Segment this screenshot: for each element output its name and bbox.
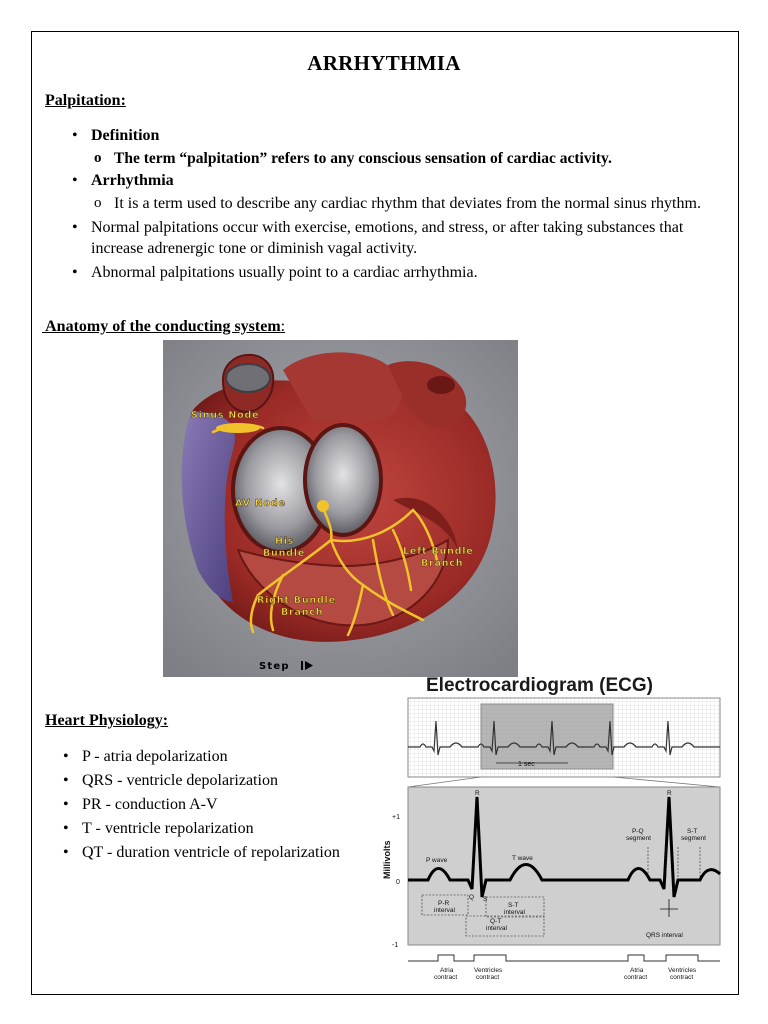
list-item: • P - atria depolarization [54, 745, 384, 769]
pq-segment-label-2: segment [626, 835, 651, 842]
st-interval-label-1: S-T [508, 902, 519, 909]
definition-text: o The term “palpitation” refers to any conscious sensation of cardiac activity. [91, 148, 728, 169]
ecg-title: Electrocardiogram (ECG) [426, 675, 653, 696]
arrhythmia-text: o It is a term used to describe any cardiac rhythm that deviates from the normal sinus rhythm. [91, 193, 728, 214]
q-label: Q [469, 894, 475, 901]
palpitation-heading: Palpitation: [45, 92, 126, 109]
list-item: • PR - conduction A-V [54, 793, 384, 817]
one-sec-label: 1 sec [518, 761, 535, 768]
anatomy-heading-text: Anatomy of the conducting system [42, 318, 281, 335]
left-bundle-label-1: Left Bundle [403, 546, 474, 557]
pq-segment-label-1: P-Q [632, 828, 644, 835]
ventricles-contract-label-3: Ventricles [668, 967, 697, 974]
ventricles-contract-label-1: Ventricles [474, 967, 503, 974]
sinus-node-label: Sinus Node [191, 410, 260, 421]
list-item: • T - ventricle repolarization [54, 817, 384, 841]
palpitation-list [63, 125, 728, 283]
atria-contract-label-1: Atria [440, 967, 454, 974]
pr-interval-label-1: P-R [438, 900, 450, 907]
anatomy-heading [42, 318, 285, 336]
list-item: • QT - duration ventricle of repolarization [54, 841, 384, 865]
heart-conduction-image [163, 340, 518, 677]
anatomy-heading-colon: : [280, 318, 286, 335]
t-wave-label: T wave [512, 855, 533, 862]
atria-contract-label-3: Atria [630, 967, 644, 974]
qt-interval-label-2: interval [486, 925, 507, 932]
y-axis-label: Millivolts [382, 840, 392, 879]
qrs-interval-label: QRS interval [646, 932, 683, 939]
s-label: S [483, 896, 488, 903]
ventricles-contract-label-4: contract [670, 974, 694, 981]
atria-contract-label-2: contract [434, 974, 458, 981]
qt-interval-label-1: Q-T [490, 918, 502, 925]
page-title: ARRHYTHMIA [307, 51, 461, 75]
ventricles-contract-label-2: contract [476, 974, 500, 981]
list-item [63, 125, 728, 169]
right-bundle-label-1: Right Bundle [257, 595, 336, 606]
r-peak-label-2: R [667, 790, 672, 797]
physiology-heading: Heart Physiology: [45, 712, 169, 729]
y-axis-top: +1 [392, 814, 400, 821]
ecg-diagram [378, 669, 730, 991]
normal-palpitations-item: • Normal palpitations occur with exercise, emotions, and stress, or after taking substances that increase adrenergic tone or diminish vagal activity. [63, 217, 728, 259]
heart-illustration [163, 340, 518, 677]
atria-contract-label-4: contract [624, 974, 648, 981]
his-bundle-label-1: His [275, 536, 295, 547]
physiology-list [54, 745, 384, 865]
pr-interval-label-2: interval [434, 907, 455, 914]
right-bundle-label-2: Branch [281, 607, 324, 618]
abnormal-palpitations-item: • Abnormal palpitations usually point to a cardiac arrhythmia. [63, 262, 728, 283]
ecg-illustration [378, 669, 730, 991]
list-item: • QRS - ventricle depolarization [54, 769, 384, 793]
p-wave-label: P wave [426, 857, 448, 864]
y-axis-zero: 0 [396, 879, 400, 886]
left-bundle-label-2: Branch [421, 558, 464, 569]
definition-label: Definition [91, 127, 160, 144]
av-node-label: AV Node [235, 498, 286, 509]
r-peak-label: R [475, 790, 480, 797]
arrhythmia-label: Arrhythmia [91, 172, 174, 189]
step-label: Step [259, 661, 290, 672]
st-segment-label-2: segment [681, 835, 706, 842]
list-item [63, 170, 728, 214]
his-bundle-label-2: Bundle [263, 548, 306, 559]
y-axis-bottom: -1 [392, 942, 399, 949]
st-interval-label-2: interval [504, 909, 525, 916]
st-segment-label-1: S-T [687, 828, 698, 835]
